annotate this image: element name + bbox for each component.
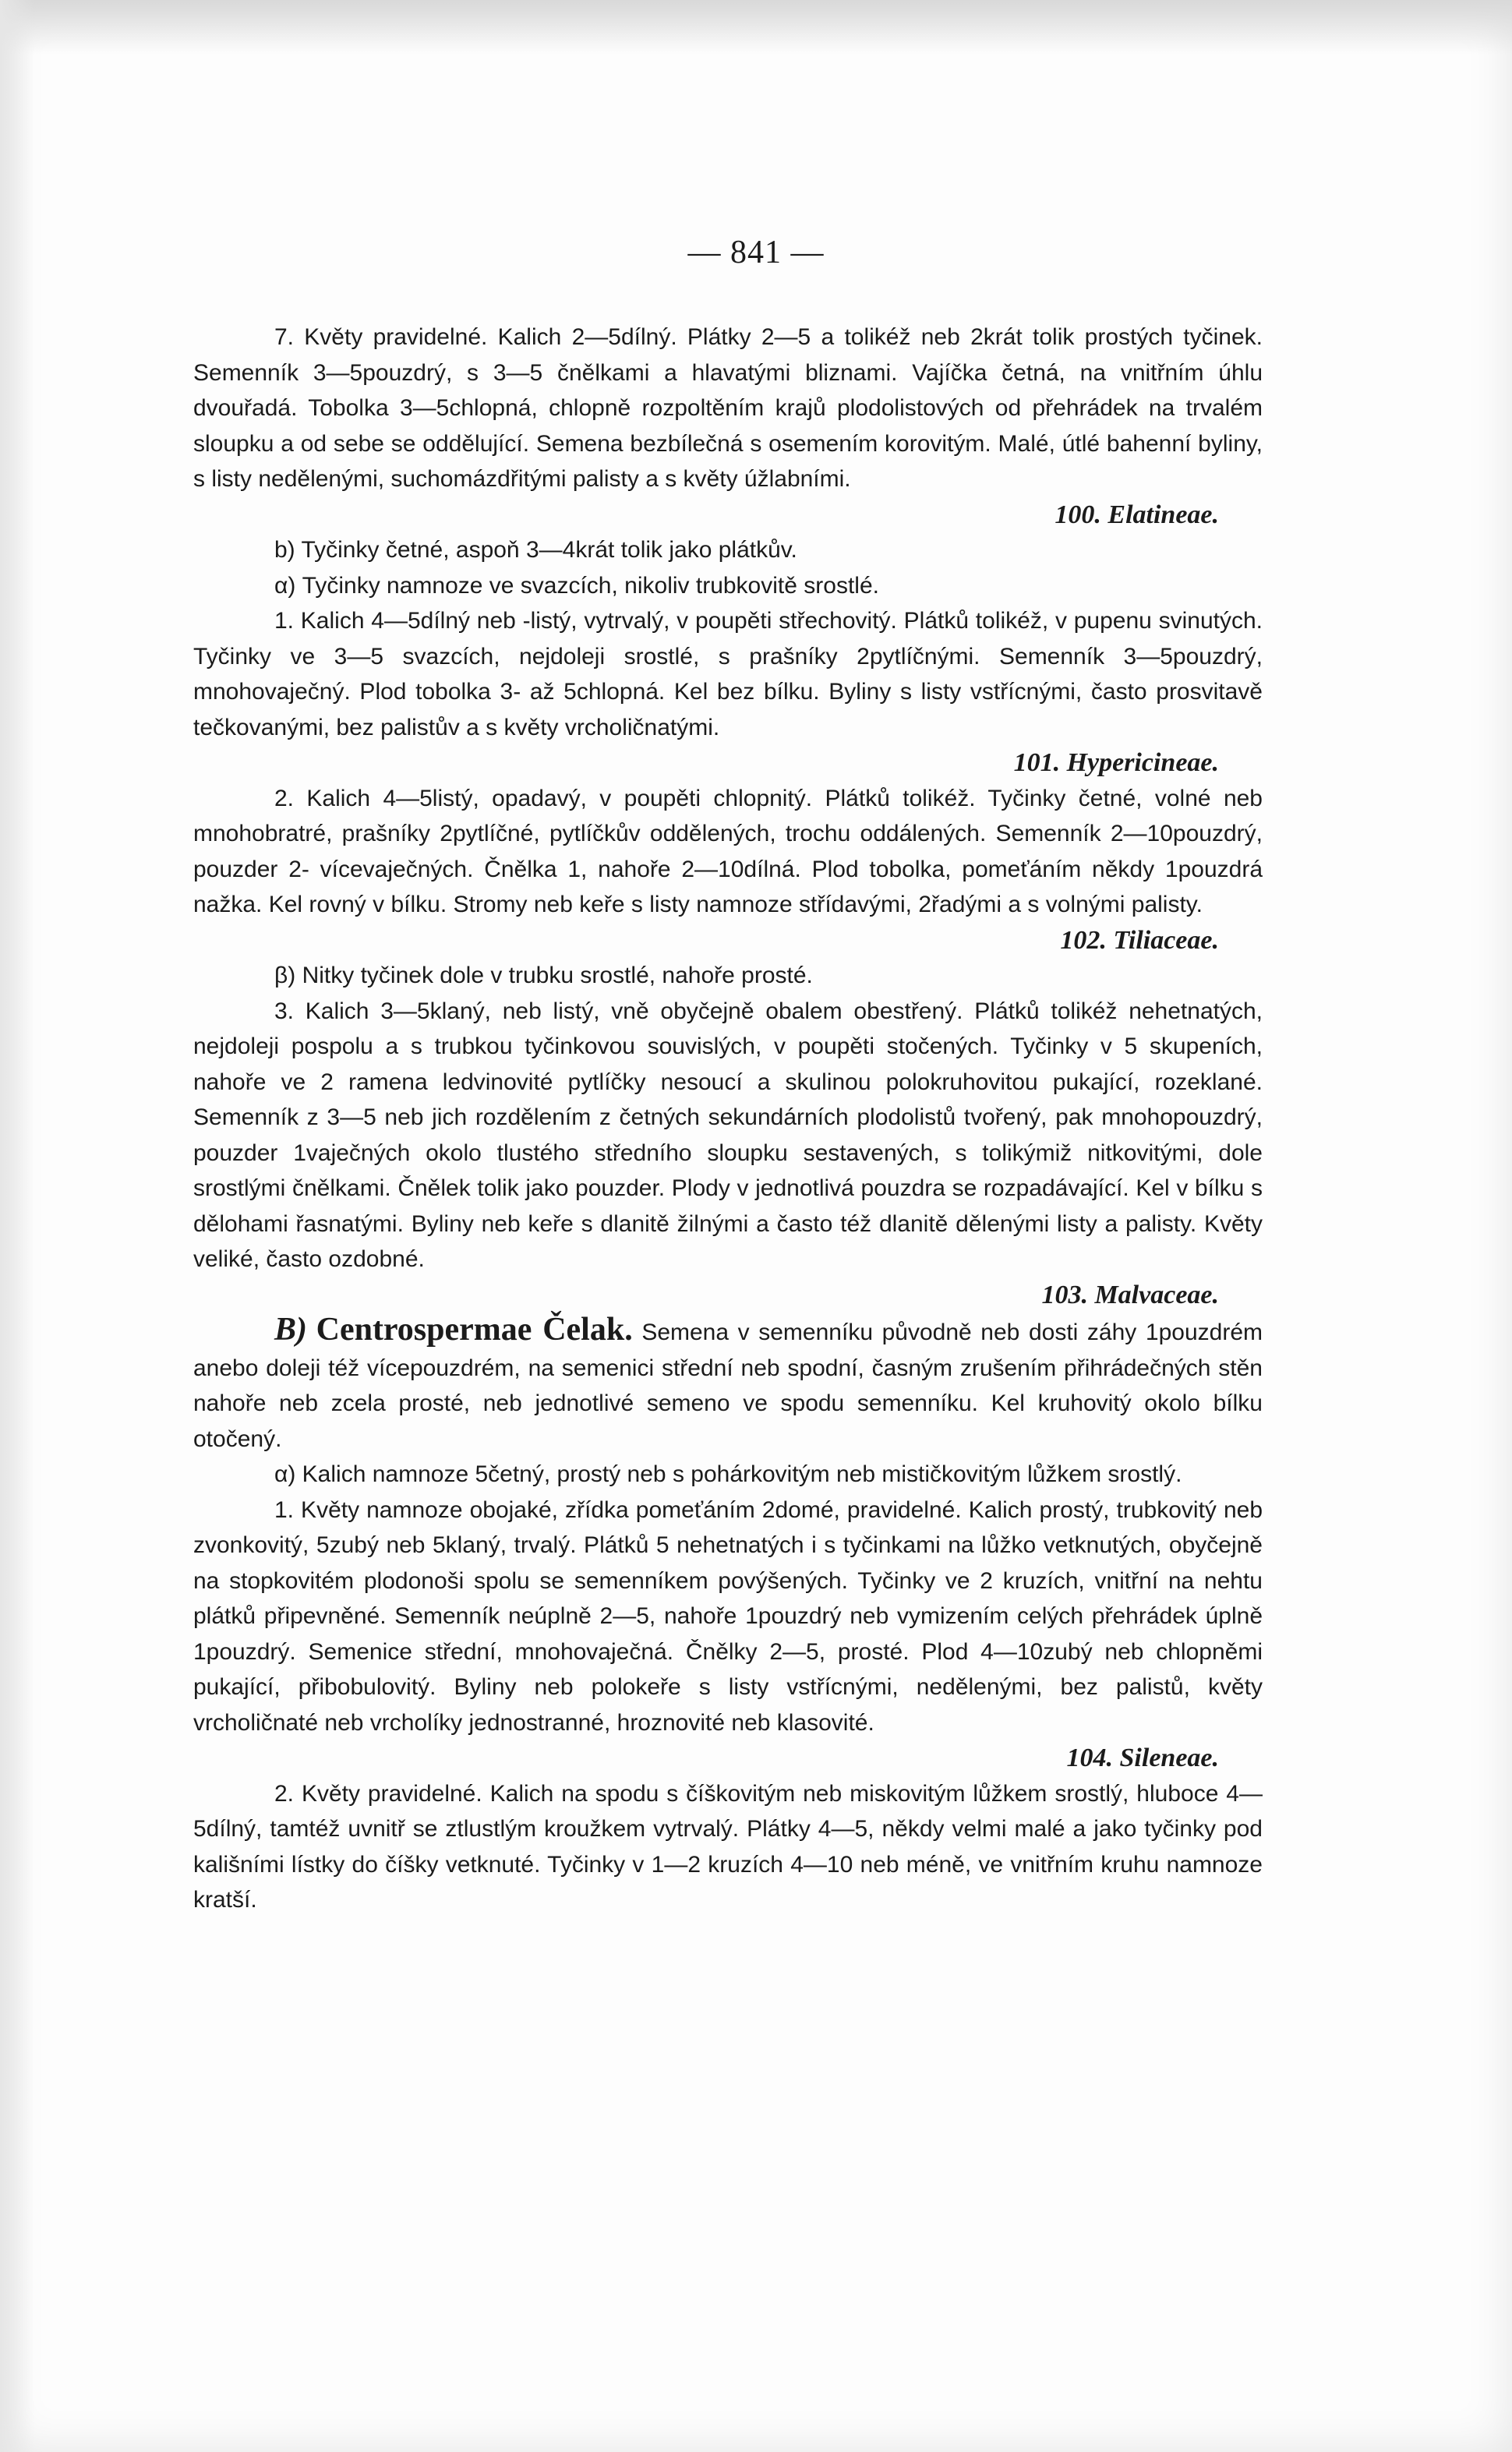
- paragraph-1-b: 1. Květy namnoze obojaké, zřídka pomeťáním 2domé, pravidelné. Kalich prostý, trubkovitý neb zvonkovitý, 5zubý neb 5klaný, trvalý. Plátků 5 nehetnatých i s tyčinkami na lůžko vetknutých, obyčejně na stopkovitém plodonoši spolu se semenníkem povýšených. Tyčinky ve 2 kruzích, vnitřní na nehtu plátků připevněné. Semenník neúplně 2—5, nahoře 1pouzdrý neb vymizením celých přehrádek úplně 1pouzdrý. Semenice střední, mnohovaječná. Čnělky 2—5, prosté. Plod 4—10zubý neb chlopněmi pukající, přibobulovitý. Byliny neb polokeře s listy vstřícnými, nedělenými, bez palistů, květy vrcholičnaté neb vrcholíky jednostranné, hroznovité neb klasovité.: [193, 1496, 1263, 1736]
- family-elatineae: 100. Elatineae.: [1055, 500, 1219, 529]
- paragraph-3: 3. Kalich 3—5klaný, neb listý, vně obyčejně obalem obestřený. Plátků tolikéž nehetnatých, nejdoleji pospolu a s trubkou tyčinkovou souvislých, v poupěti stočených. Tyčinky v 5 skupeních, nahoře ve 2 ramena ledvinovité pytlíčky nesoucí a skulinou polokruhovitou pukající, rozeklané. Semenník z 3—5 neb jich rozdělením z četných sekundárních plodolistů tvořený, pak mnohopouzdrý, pouzder 1vaječných okolo tlustého středního sloupku sestavených, s tolikýmiž nitkovitými, dole srostlými čnělkami. Čnělek tolik jako pouzder. Plody v jednotlivá pouzdra se rozpadávající. Kel v bílku s dělohami řasnatými. Byliny neb keře s dlanitě žilnými a často též dlanitě dělenými listy a palisty. Květy veliké, často ozdobné.: [193, 998, 1263, 1272]
- family-tiliaceae: 102. Tiliaceae.: [1060, 925, 1219, 955]
- body-text: [193, 320, 1263, 1918]
- section-title: Centrospermae Čelak.: [316, 1312, 633, 1348]
- paragraph-2: 2. Kalich 4—5listý, opadavý, v poupěti chlopnitý. Plátků tolikéž. Tyčinky četné, volné neb mnohobratré, prašníky 2pytlíčné, pytlíčkův oddělených, trochu oddálených. Semenník 2—10pouzdrý, pouzder 2- vícevaječných. Čnělka 1, nahoře 2—10dílná. Plod tobolka, pomeťáním někdy 1pouzdrá nažka. Kel rovný v bílku. Stromy neb keře s listy namnoze střídavými, 2řadými a s volnými palisty.: [193, 785, 1263, 917]
- page-number: — 841 —: [687, 235, 825, 270]
- paragraph-alpha: α) Tyčinky namnoze ve svazcích, nikoliv trubkovitě srostlé.: [274, 572, 879, 599]
- family-malvaceae: 103. Malvaceae.: [1041, 1280, 1219, 1309]
- paragraph-7: 7. Květy pravidelné. Kalich 2—5dílný. Plátky 2—5 a tolikéž neb 2krát tolik prostých tyčinek. Semenník 3—5pouzdrý, s 3—5 čnělkami a hlavatými bliznami. Vajíčka četná, na vnitřním úhlu dvouřadá. Tobolka 3—5chlopná, chlopně rozpoltěním krajů plodolistových od přehrádek na trvalém sloupku a od sebe se oddělující. Semena bezbílečná s osemením korovitým. Malé, útlé bahenní byliny, s listy nedělenými, suchomázdřitými palisty a s květy úžlabními.: [193, 324, 1263, 492]
- paragraph-beta: β) Nitky tyčinek dole v trubku srostlé, nahoře prosté.: [274, 963, 813, 988]
- page-edge-shadow-left: [0, 0, 34, 2452]
- paragraph-alpha-2: α) Kalich namnoze 5četný, prostý neb s pohárkovitým neb mističkovitým lůžkem srostlý.: [274, 1461, 1182, 1487]
- page-edge-shadow-top: [0, 0, 1512, 55]
- family-hypericineae: 101. Hypericineae.: [1013, 748, 1219, 777]
- section-text: Semena v semenníku původně neb dosti záhy 1pouzdrém anebo doleji též vícepouzdrém, na semenici střední neb spodní, časným zrušením přihrádečných stěn nahoře neb zcela prosté, neb jednotlivé semeno ve spodu semenníku. Kel kruhovitý okolo bílku otočený.: [193, 1320, 1263, 1452]
- paragraph-centrospermae: [193, 1313, 1263, 1457]
- paragraph-b: b) Tyčinky četné, aspoň 3—4krát tolik jako plátkův.: [274, 537, 797, 563]
- section-label: B): [274, 1312, 307, 1348]
- family-sileneae: 104. Sileneae.: [1066, 1744, 1219, 1772]
- paragraph-1: 1. Kalich 4—5dílný neb -listý, vytrvalý, v poupěti střechovitý. Plátků tolikéž, v pupenu svinutých. Tyčinky ve 3—5 svazcích, nejdoleji srostlé, s prašníky 2pytlíčnými. Semenník 3—5pouzdrý, mnohovaječný. Plod tobolka 3- až 5chlopná. Kel bez bílku. Byliny s listy vstřícnými, často prosvitavě tečkovanými, bez palistův a s květy vrcholičnatými.: [193, 608, 1263, 740]
- paragraph-2-b: 2. Květy pravidelné. Kalich na spodu s číškovitým neb miskovitým lůžkem srostlý, hluboce 4—5dílný, tamtéž uvnitř se ztlustlým kroužkem vytrvalý. Plátky 4—5, někdy velmi malé a jako tyčinky pod kališními lístky do číšky vetknuté. Tyčinky v 1—2 kruzích 4—10 neb méně, ve vnitřním kruhu namnoze kratší.: [193, 1780, 1263, 1913]
